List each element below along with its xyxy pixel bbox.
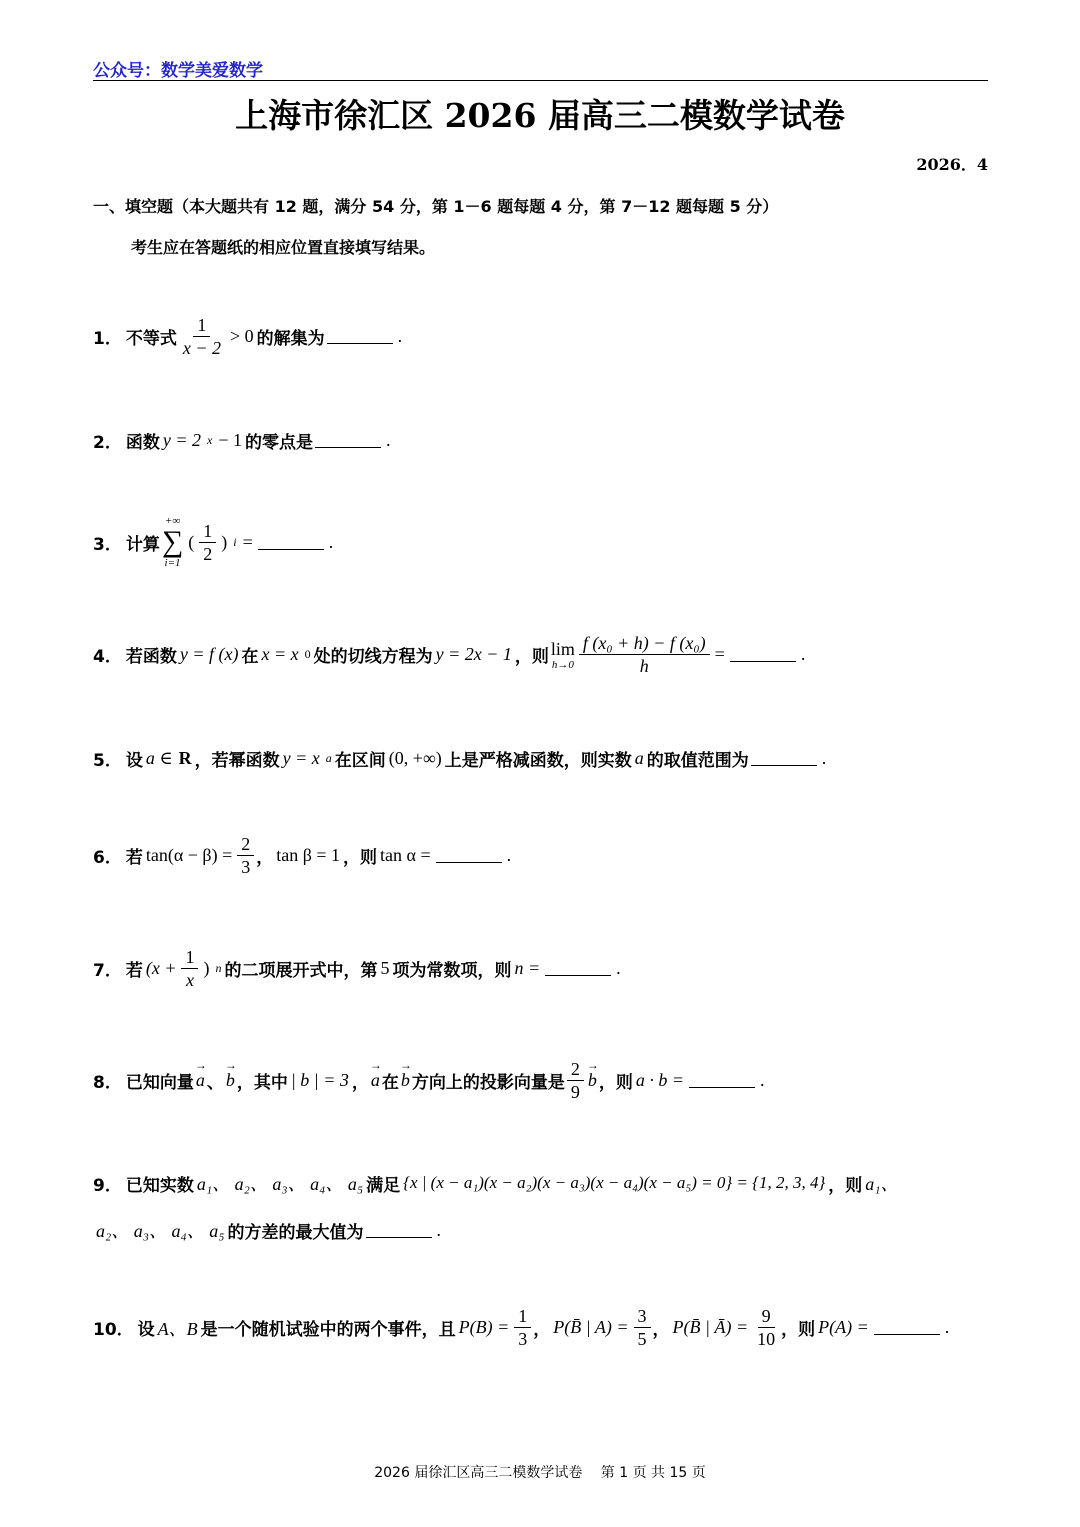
numerator: 2 — [567, 1058, 584, 1081]
vector-a: → a — [369, 1070, 382, 1091]
math-expr: y = f (x) — [179, 644, 239, 664]
math-expr: − 1 — [218, 430, 242, 450]
math-expr: (x + — [145, 958, 177, 978]
question-2: 2． 函数 y = 2 x − 1 的零点是 . — [93, 430, 391, 453]
math-expr: A、B — [157, 1318, 198, 1339]
question-text: 在 — [381, 1073, 399, 1093]
numerator: f (x₀ + h) − f (x₀) — [579, 632, 710, 655]
answer-blank[interactable] — [874, 1320, 940, 1335]
question-text: 在 — [241, 647, 259, 667]
question-text: ，则 — [598, 1073, 633, 1093]
math-expr: P(B̄ | A) = — [553, 1317, 629, 1337]
page-footer: 2026 届徐汇区高三二模数学试卷 第 1 页 共 15 页 — [374, 1465, 706, 1481]
question-text: 项为常数项，则 — [392, 961, 512, 981]
math-expr: | b | = 3 — [290, 1070, 349, 1090]
math-expr: a — [634, 748, 644, 768]
fraction — [181, 946, 198, 991]
answer-blank[interactable] — [315, 433, 381, 448]
math-expr: (0, +∞) — [388, 748, 442, 768]
question-number: 6． — [93, 848, 122, 868]
subscript: 0 — [304, 647, 311, 661]
answer-blank[interactable] — [545, 961, 611, 976]
math-expr: ) — [203, 958, 210, 978]
summation: +∞ ∑ i=1 — [161, 515, 184, 569]
fraction — [567, 1058, 584, 1103]
question-text: 的取值范围为 — [646, 751, 749, 771]
fraction — [514, 1305, 531, 1350]
question-text: 不等式 — [125, 329, 177, 349]
fraction — [199, 520, 216, 565]
question-4: 4． 若函数 y = f (x) 在 x = x 0 处的切线方程为 y = 2x − 1 ，则 lim h→0 $\frac{\text{f (x₀ + h) − f (x₀)}}{h}$ = . — [93, 633, 806, 676]
vector-b: → b — [399, 1070, 412, 1091]
separator: 、 — [206, 1073, 224, 1093]
question-text: ，若幂函数 — [194, 751, 280, 771]
denominator: h — [639, 656, 649, 676]
denominator: 5 — [637, 1329, 647, 1349]
question-text: 若 — [125, 848, 143, 868]
math-expr: a ∈ — [145, 748, 173, 768]
question-6: 6． 若 tan(α − β) = $\frac{2}{3}$ ， tan β = 1 ，则 tan α = . — [93, 834, 512, 877]
question-number: 9． — [93, 1175, 122, 1196]
math-expr: a · b = — [635, 1070, 685, 1090]
question-text: ，则 — [781, 1320, 816, 1340]
question-text: 处的切线方程为 — [313, 647, 433, 667]
section-heading: 一、填空题（本大题共有 12 题，满分 54 分，第 1－6 题每题 4 分，第 7－12 题每题 5 分） — [93, 197, 779, 216]
question-5: 5． 设 a ∈ R ，若幂函数 y = x a 在区间 (0, +∞) 上是严格减函数，则实数 a 的取值范围为 . — [93, 748, 827, 771]
answer-blank[interactable] — [436, 848, 502, 863]
math-expr: a₁、 — [865, 1174, 899, 1194]
fraction — [237, 833, 254, 878]
question-text: 已知向量 — [125, 1073, 194, 1093]
question-number: 10． — [93, 1320, 134, 1340]
question-text: 满足 — [366, 1175, 401, 1196]
numerator: 1 — [193, 314, 210, 337]
question-number: 7． — [93, 961, 122, 981]
separator: ， — [533, 1320, 551, 1340]
question-text: 在区间 — [334, 751, 386, 771]
numerator: 3 — [634, 1305, 651, 1328]
vector-b: → b — [586, 1070, 599, 1091]
answer-blank[interactable] — [327, 329, 393, 344]
question-text: 计算 — [125, 534, 160, 555]
question-7: 7． 若 (x + $\frac{1}{x}$ ) n 的二项展开式中，第 5 项为常数项，则 n = . — [93, 947, 621, 990]
math-expr: tan β = 1 — [276, 845, 341, 865]
answer-blank[interactable] — [689, 1073, 755, 1088]
superscript: x — [206, 433, 213, 447]
question-text: ，其中 — [236, 1073, 288, 1093]
math-expr: P(A) = — [818, 1317, 869, 1337]
question-1: 1． 不等式 $\frac{1}{x - 2}$ > 0 的解集为 . — [93, 315, 403, 358]
question-text: 是一个随机试验中的两个事件，且 — [200, 1320, 456, 1340]
page-title: 上海市徐汇区 2026 届高三二模数学试卷 — [235, 96, 845, 135]
question-text: ，则 — [343, 848, 378, 868]
math-expr: y = 2x − 1 — [435, 644, 512, 664]
question-text: ，则 — [828, 1175, 863, 1196]
fraction — [579, 632, 710, 677]
fraction — [634, 1305, 651, 1350]
answer-blank[interactable] — [258, 535, 324, 550]
numerator: 9 — [758, 1305, 775, 1328]
answer-blank[interactable] — [730, 647, 796, 662]
numerator: 2 — [237, 833, 254, 856]
math-expr: {x | (x − a₁)(x − a₂)(x − a₃)(x − a₄)(x − a₅) = 0} = {1, 2, 3, 4} — [403, 1173, 826, 1192]
question-number: 1． — [93, 329, 122, 349]
superscript: n — [215, 961, 222, 975]
question-text: 设 — [125, 751, 143, 771]
math-expr: tan α = — [380, 845, 431, 865]
denominator: x — [185, 970, 194, 990]
math-expr: a₂、 a₃、 a₄、 a₅ — [96, 1221, 225, 1241]
limit — [551, 639, 575, 671]
header-brand: 公众号：数学美爱数学 — [93, 61, 263, 81]
separator: ， — [652, 1320, 670, 1340]
question-text: 方向上的投影向量是 — [411, 1073, 565, 1093]
answer-blank[interactable] — [366, 1223, 432, 1238]
math-expr: 5 — [380, 958, 390, 978]
header-divider — [93, 80, 988, 81]
fraction — [753, 1305, 779, 1350]
question-text: 的方差的最大值为 — [227, 1222, 364, 1243]
question-text: ， — [351, 1073, 369, 1093]
question-text: ， — [256, 848, 274, 868]
denominator: 10 — [757, 1329, 776, 1349]
question-text: 的解集为 — [256, 329, 325, 349]
limit-sub: h→0 — [551, 658, 574, 671]
question-text: 设 — [137, 1320, 155, 1340]
question-number: 5． — [93, 751, 122, 771]
question-number: 3． — [93, 534, 122, 555]
denominator: 3 — [518, 1329, 528, 1349]
fraction — [179, 314, 225, 359]
math-expr: P(B) = — [458, 1317, 510, 1337]
exam-date: 2026．4 — [916, 155, 988, 174]
superscript: i — [233, 534, 237, 549]
question-8: 8． 已知向量 → a 、 → b ，其中 | b | = 3 ， → a 在 → b 方向上的投影向量是 $\frac{2}{9}$ → b ，则 a · b = . — [93, 1058, 768, 1103]
math-expr: a₁、 a₂、 a₃、 a₄、 a₅ — [196, 1174, 364, 1194]
answer-blank[interactable] — [751, 751, 817, 766]
math-expr: = — [242, 531, 253, 552]
question-9-line-2: a₂、 a₃、 a₄、 a₅ 的方差的最大值为 . — [93, 1217, 444, 1243]
real-set: R — [178, 748, 192, 768]
math-expr: x = x — [261, 644, 299, 664]
math-expr: > 0 — [229, 326, 254, 346]
question-number: 4． — [93, 647, 122, 667]
vector-b: → b — [224, 1070, 237, 1091]
question-text: 上是严格减函数，则实数 — [444, 751, 632, 771]
question-text: 已知实数 — [125, 1175, 194, 1196]
denominator: 3 — [241, 857, 251, 877]
math-expr: = — [714, 644, 725, 664]
question-text: 若函数 — [125, 647, 177, 667]
math-expr: y = 2 — [162, 430, 201, 450]
math-expr: y = x — [282, 748, 320, 768]
numerator: 1 — [514, 1305, 531, 1328]
question-text: 函数 — [125, 433, 160, 453]
question-text: 的零点是 — [244, 433, 313, 453]
question-10: 10． 设 A、B 是一个随机试验中的两个事件，且 P(B) = $\frac{1}{3}$ ， P(B̄ | A) = $\frac{3}{5}$ ， P(B̄ | Ā) = $\frac{9}{10}$ ，则 P(A) = . — [93, 1306, 950, 1349]
question-9 — [93, 1170, 902, 1196]
question-text: ，则 — [514, 647, 549, 667]
limit-op: lim — [550, 638, 575, 659]
section-instruction: 考生应在答题纸的相应位置直接填写结果。 — [131, 238, 436, 257]
math-expr: P(B̄ | Ā) = — [672, 1317, 749, 1337]
math-expr: tan(α − β) = — [145, 845, 233, 865]
denominator: 9 — [570, 1082, 580, 1102]
superscript: a — [325, 751, 332, 765]
question-text: 若 — [125, 961, 143, 981]
question-number: 2． — [93, 433, 122, 453]
question-number: 8． — [93, 1073, 122, 1093]
numerator: 1 — [181, 946, 198, 969]
sum-upper: +∞ — [164, 515, 181, 527]
denominator: x − 2 — [182, 338, 221, 358]
numerator: 1 — [199, 520, 216, 543]
denominator: 2 — [203, 543, 213, 564]
question-3: 3． 计算 +∞ ∑ i=1 ( $\frac{1}{2}$ ) i = . — [93, 515, 334, 569]
sum-lower: i=1 — [164, 557, 181, 569]
math-expr: n = — [514, 958, 541, 978]
question-text: 的二项展开式中，第 — [224, 961, 378, 981]
vector-a: → a — [194, 1070, 207, 1091]
